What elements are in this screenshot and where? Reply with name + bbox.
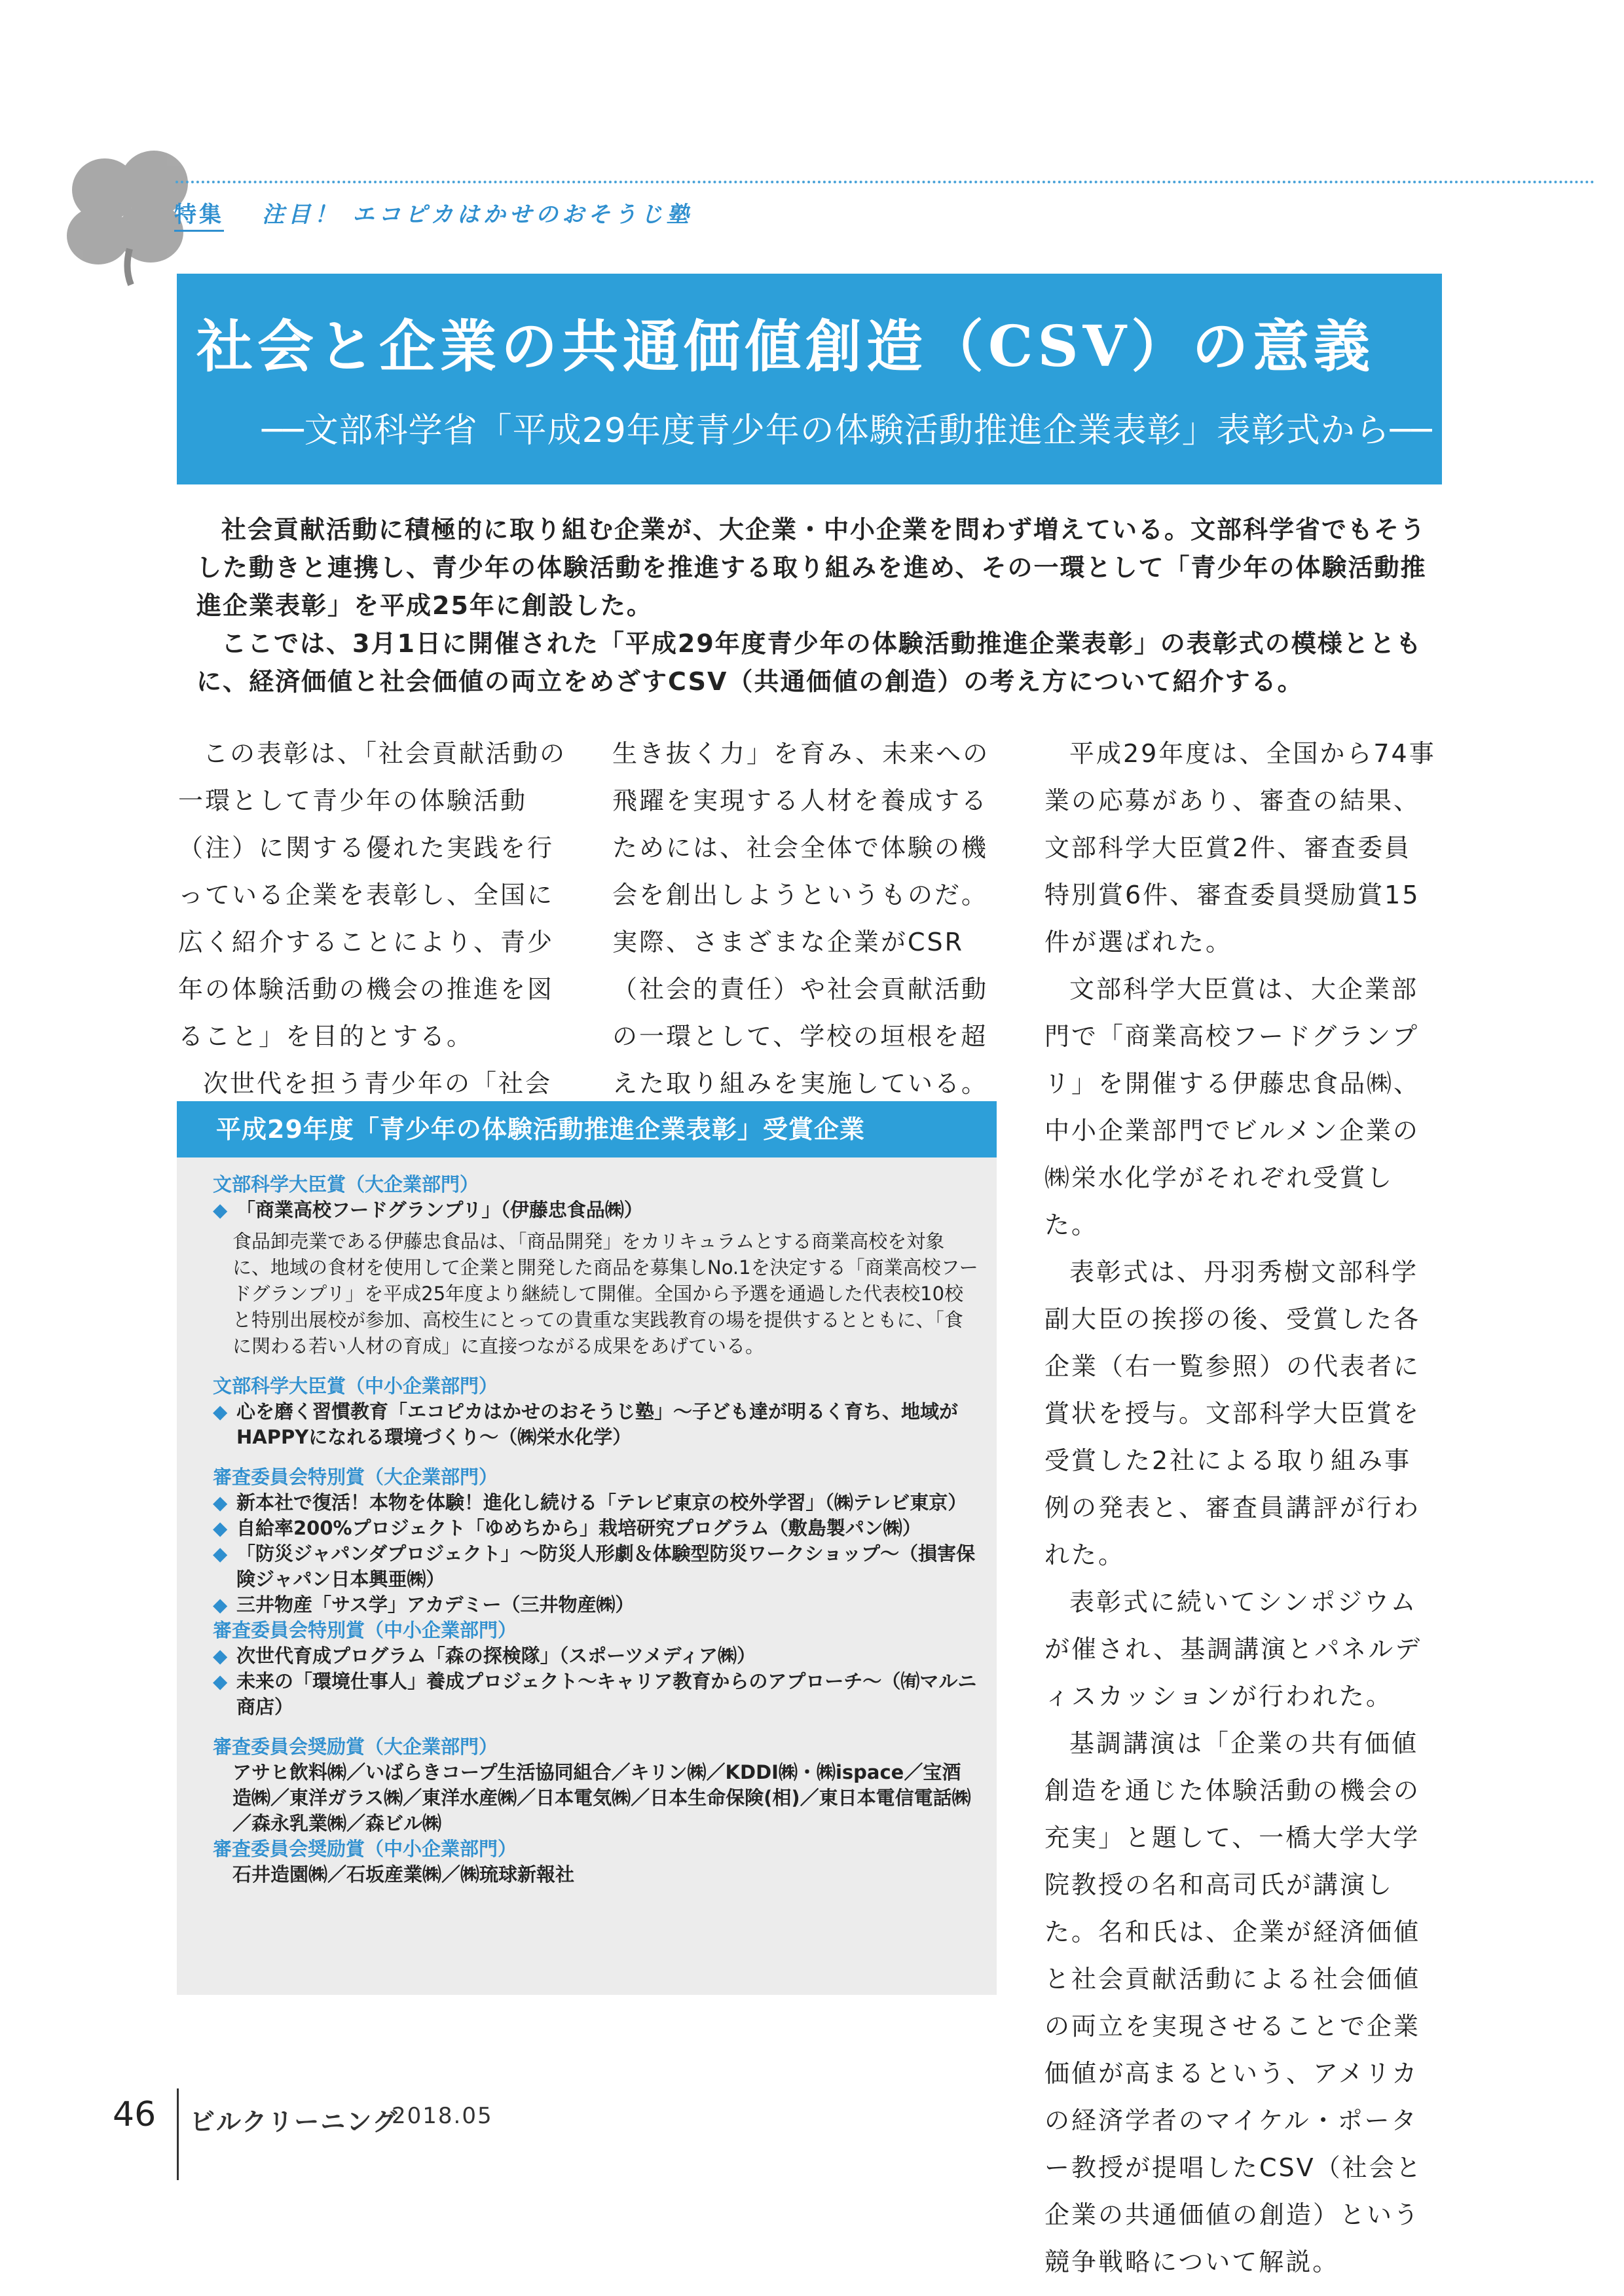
article-title: 社会と企業の共通価値創造（CSV）の意義 [196, 314, 1375, 380]
award-category: 文部科学大臣賞（大企業部門） [213, 1173, 479, 1195]
award-item-text: 心を磨く習慣教育「エコピカはかせのおそうじ塾」〜子ども達が明るく育ち、地域がHAPPYになれる環境づくり〜（㈱栄水化学） [236, 1400, 959, 1448]
body-column-1 [178, 730, 571, 1154]
award-item [213, 1592, 979, 1618]
awards-list [213, 1172, 979, 1887]
body-paragraph: 基調講演は「企業の共有価値創造を通じた体験活動の機会の充実」と題して、一橋大学大学院教授の名和高司氏が講演した。名和氏は、企業が経済価値と社会貢献活動による社会価値の両立を実現させることで企業価値が高まるという、アメリカの経済学者のマイケル・ポーター教授が提唱したCSV（社会と企業の共通価値の創造）という競争戦略について解説。 [1044, 1729, 1423, 2276]
award-category: 文部科学大臣賞（中小企業部門） [213, 1375, 498, 1397]
body-paragraph: 生き抜く力」を育み、未来への飛躍を実現する人材を養成するためには、社会全体で体験の機会を創出しようというものだ。 実際、さまざまな企業がCSR（社会的責任）や社会貢献活動の一環として、学校の垣根を超えた取り組みを実施している。 [612, 739, 1003, 1098]
award-item-text: 未来の「環境仕事人」養成プロジェクト〜キャリア教育からのアプローチ〜（㈲マルニ商店） [236, 1670, 977, 1718]
award-category: 審査委員会特別賞（中小企業部門） [213, 1619, 517, 1641]
award-item-text: 自給率200%プロジェクト「ゆめちから」栽培研究プログラム（敷島製パン㈱） [236, 1517, 921, 1539]
award-category: 審査委員会奨励賞（中小企業部門） [213, 1838, 517, 1860]
series-title: 注目！ エコピカはかせのおそうじ塾 [262, 202, 693, 228]
page-number: 46 [113, 2095, 157, 2134]
body-paragraph: 平成29年度は、全国から74事業の応募があり、審査の結果、文部科学大臣賞2件、審査委員特別賞6件、審査委員奨励賞15件が選ばれた。 [1044, 739, 1436, 957]
diamond-bullet-icon: ◆ [213, 1594, 228, 1616]
award-item-text: 三井物産「サス学」アカデミー（三井物産㈱） [236, 1594, 635, 1616]
award-item [213, 1669, 979, 1720]
diamond-bullet-icon: ◆ [213, 1542, 228, 1565]
awards-heading: 平成29年度「青少年の体験活動推進企業表彰」受賞企業 [177, 1101, 997, 1157]
magazine-name: ビルクリーニング [190, 2107, 399, 2136]
body-paragraph: 表彰式に続いてシンポジウムが催され、基調講演とパネルディスカッションが行われた。 [1044, 1588, 1422, 1711]
feature-tag: 特集 [174, 196, 224, 232]
issue-date: 2018.05 [392, 2103, 493, 2129]
body-paragraph: 文部科学大臣賞は、大企業部門で「商業高校フードグランプリ」を開催する伊藤忠食品㈱、中小企業部門でビルメン企業の㈱栄水化学がそれぞれ受賞した。 [1044, 975, 1421, 1239]
award-list-text: 石井造園㈱／石坂産業㈱／㈱琉球新報社 [232, 1863, 575, 1886]
award-category: 審査委員会特別賞（大企業部門） [213, 1466, 498, 1488]
award-item-text: 「防災ジャパンダプロジェクト」〜防災人形劇＆体験型防災ワークショップ〜（損害保険ジャパン日本興亜㈱） [236, 1542, 976, 1590]
lead-paragraph: ここでは、3月1日に開催された「平成29年度青少年の体験活動推進企業表彰」の表彰式の模様とともに、経済価値と社会価値の両立をめざすCSV（共通価値の創造）の考え方について紹介する。 [196, 629, 1422, 696]
footer-divider [177, 2088, 179, 2180]
award-item [213, 1643, 979, 1669]
diamond-bullet-icon: ◆ [213, 1199, 228, 1221]
body-column-2 [612, 730, 1005, 1107]
lead-paragraphs [196, 511, 1428, 701]
diamond-bullet-icon: ◆ [213, 1645, 228, 1667]
award-item [213, 1399, 979, 1450]
body-column-3 [1044, 730, 1437, 2286]
award-list-text: アサヒ飲料㈱／いばらきコープ生活協同組合／キリン㈱／KDDI㈱・㈱ispace／宝酒造㈱／東洋ガラス㈱／東洋水産㈱／日本電気㈱／日本生命保険(相)／東日本電信電話㈱／森永乳業㈱／森ビル㈱ [232, 1761, 971, 1834]
diamond-bullet-icon: ◆ [213, 1517, 228, 1539]
body-paragraph: 表彰式は、丹羽秀樹文部科学副大臣の挨拶の後、受賞した各企業（右一覧参照）の代表者に賞状を授与。文部科学大臣賞を受賞した2社による取り組み事例の発表と、審査員講評が行われた。 [1044, 1258, 1421, 1569]
award-item [213, 1490, 979, 1516]
diamond-bullet-icon: ◆ [213, 1400, 228, 1423]
article-subtitle: ──文部科学省「平成29年度青少年の体験活動推進企業表彰」表彰式から── [262, 411, 1433, 450]
diamond-bullet-icon: ◆ [213, 1491, 228, 1514]
header-rule [175, 181, 1595, 183]
lead-paragraph: 社会貢献活動に積極的に取り組む企業が、大企業・中小企業を問わず増えている。文部科学省でもそうした動きと連携し、青少年の体験活動を推進する取り組みを進め、その一環として「青少年の体験活動推進企業表彰」を平成25年に創設した。 [196, 515, 1427, 620]
award-category: 審査委員会奨励賞（大企業部門） [213, 1736, 498, 1758]
award-item-text: 新本社で復活！本物を体験！進化し続ける「テレビ東京の校外学習」（㈱テレビ東京） [236, 1491, 967, 1514]
award-description: 食品卸売業である伊藤忠食品は、「商品開発」をカリキュラムとする商業高校を対象に、地域の食材を使用して企業と開発した商品を募集しNo.1を決定する「商業高校フードグランプリ」を平成25年度より継続して開催。全国から予選を通過した代表校10校と特別出展校が参加、高校生にとっての貴重な実践教育の場を提供するとともに、「食に関わる若い人材の育成」に直接つながる成果をあげている。 [232, 1230, 978, 1357]
award-item [213, 1541, 979, 1592]
award-item-text: 「商業高校フードグランプリ」（伊藤忠食品㈱） [236, 1199, 643, 1221]
award-item [213, 1197, 979, 1223]
award-item [213, 1516, 979, 1541]
award-item-text: 次世代育成プログラム「森の探検隊」（スポーツメディア㈱） [236, 1645, 756, 1667]
body-paragraph: この表彰は、「社会貢献活動の一環として青少年の体験活動（注）に関する優れた実践を行っている企業を表彰し、全国に広く紹介することにより、青少年の体験活動の機会の推進を図ること」を目的とする。 [178, 739, 567, 1051]
body-paragraph: 次世代を担う青少年の「社会 [203, 1069, 553, 1098]
diamond-bullet-icon: ◆ [213, 1670, 228, 1692]
